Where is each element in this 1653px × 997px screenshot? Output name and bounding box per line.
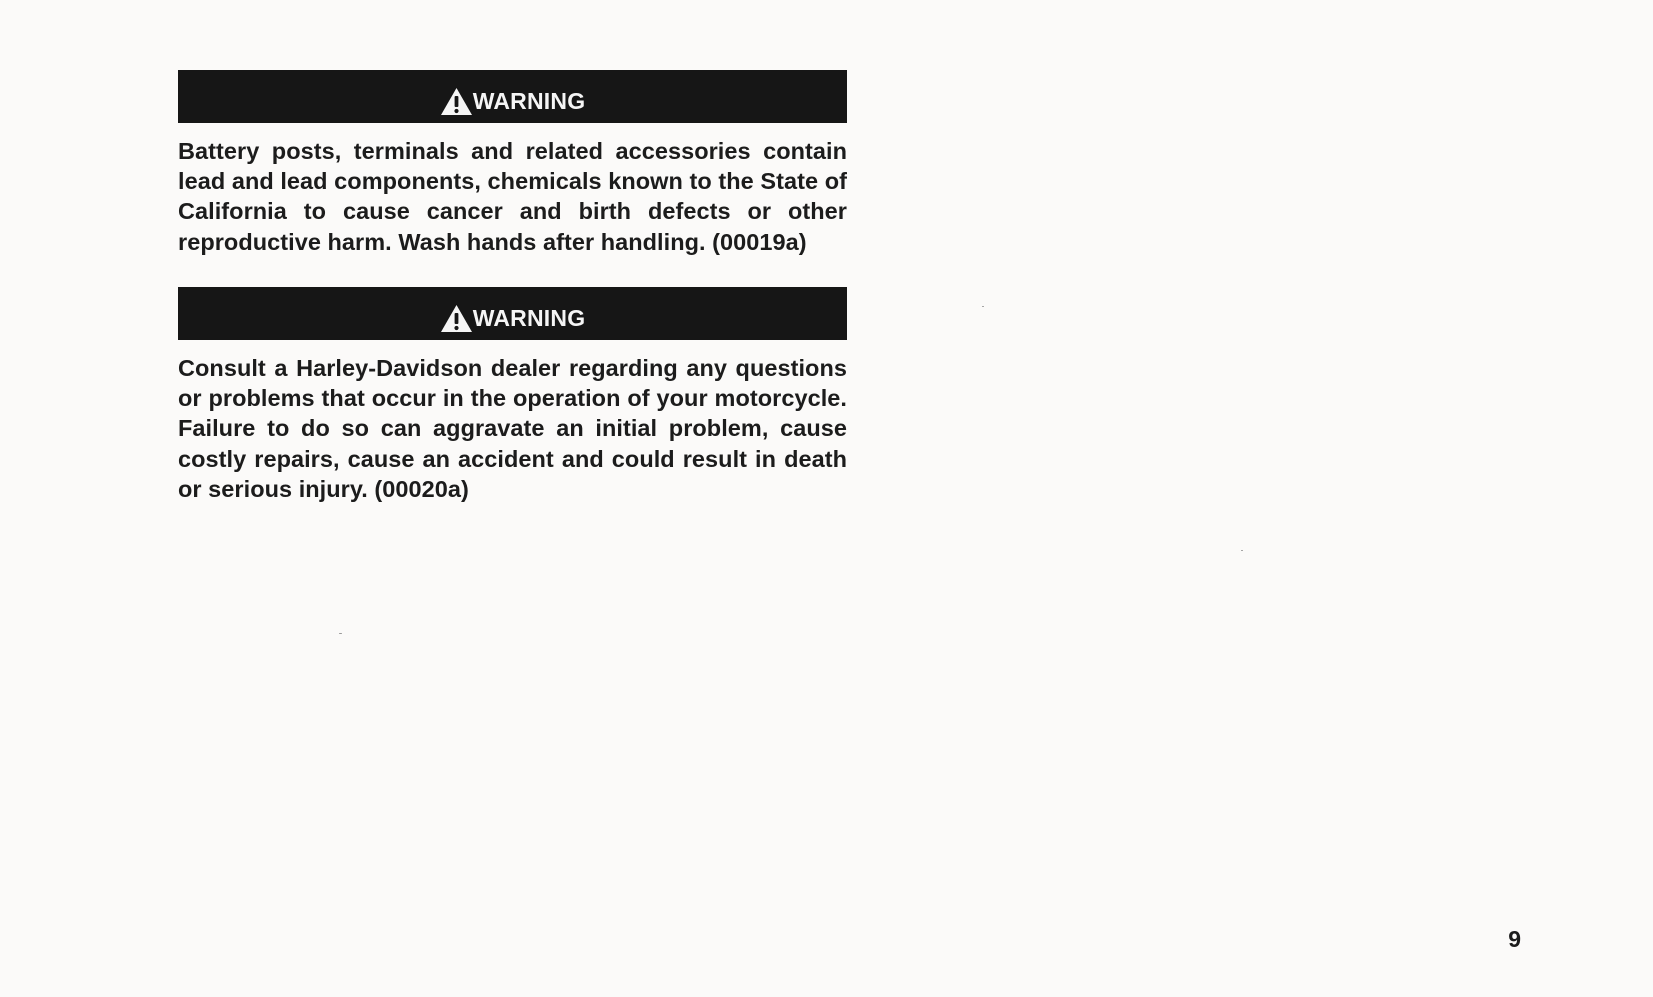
warning-label: WARNING (472, 305, 586, 331)
warning-banner (178, 70, 847, 123)
scan-speck (339, 633, 342, 634)
warning-text: Consult a Harley-Davidson dealer regarding any questions or problems that occur in the operation of your motorcycle. Failure to do so can aggravate an initial problem, cause costly repairs, cause an accident and could result in death or serious injury. (00020a) (178, 355, 847, 502)
warning-block-dealer (178, 287, 847, 504)
warning-banner (178, 287, 847, 340)
warning-triangle-icon (440, 304, 473, 333)
warning-text: Battery posts, terminals and related accessories contain lead and lead components, chemicals known to the State of California to cause cancer and birth defects or other reproductive harm. Wash hands after handling. (00019a) (178, 138, 847, 255)
scan-speck (1241, 550, 1243, 551)
warning-triangle-icon (440, 87, 473, 116)
scan-speck (982, 306, 984, 307)
page-number: 9 (1508, 926, 1521, 952)
warning-label: WARNING (472, 88, 586, 114)
warning-block-battery (178, 70, 847, 257)
